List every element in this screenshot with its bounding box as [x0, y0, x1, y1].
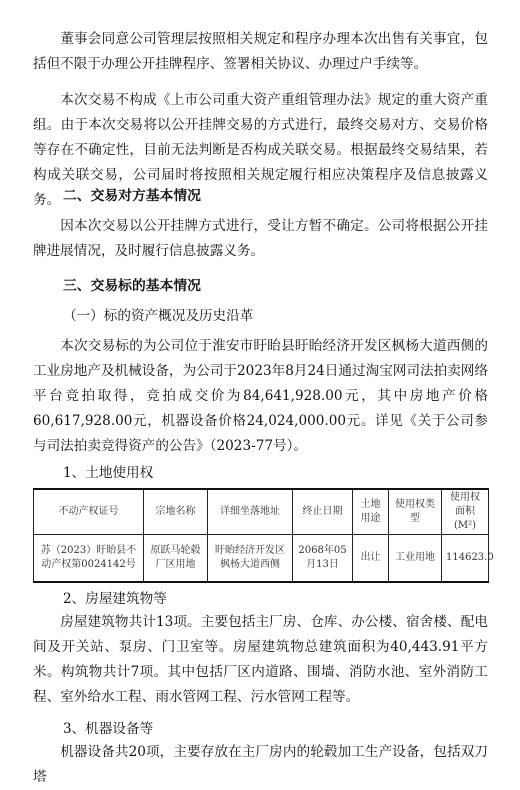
table-header-cell: 详细坐落地址: [208, 489, 293, 534]
subsection-heading-buildings: 2、房屋建筑物等: [63, 591, 167, 607]
table-header-cell: 不动产权证号: [34, 489, 144, 534]
land-use-table: [33, 488, 494, 583]
table-header-cell: 宗地名称: [144, 489, 208, 534]
subsection-heading-land: 1、土地使用权: [63, 465, 154, 481]
paragraph-counterparty: 因本次交易以公开挂牌方式进行，受让方暂不确定。公司将根据公开挂牌进展情况，及时履行信息披露义务。: [33, 218, 488, 259]
paragraph-transaction-nature: 本次交易不构成《上市公司重大资产重组管理办法》规定的重大资产重组。由于本次交易将以公开挂牌交易的方式进行，最终交易对方、交易价格等存在不确定性，目前无法判断是否构成关联交易。根据最终交易结果，若构成关联交易，公司届时将按照相关规定履行相应决策程序及信息披露义务。: [33, 92, 488, 208]
paragraph-machinery: 机器设备共20项，主要存放在主厂房内的轮毂加工生产设备，包括双刀塔: [33, 744, 488, 785]
paragraph-board-approval: 董事会同意公司管理层按照相关规定和程序办理本次出售有关事宜，包括但不限于办理公开挂牌程序、签署相关协议、办理过户手续等。: [33, 31, 488, 72]
table-cell-right-type: 工业用地: [389, 534, 442, 582]
section-heading-target: 三、交易标的基本情况: [63, 278, 201, 294]
table-cell-end-date: 2068年05月13日: [293, 534, 353, 582]
table-cell-parcel-name: 原跃马轮毂厂区用地: [144, 534, 208, 582]
table-header-cell: 使用权面积(M²): [442, 489, 489, 534]
table-cell-land-use: 出让: [353, 534, 389, 582]
table-cell-certificate-no: 苏（2023）盱眙县不动产权第0024142号: [34, 534, 144, 582]
table-header-row: [34, 489, 489, 534]
subsection-heading-overview: （一）标的资产概况及历史沿革: [63, 308, 254, 324]
table-cell-area: 114623.0: [442, 534, 489, 582]
paragraph-target-overview: 本次交易标的为公司位于淮安市盱眙县盱眙经济开发区枫杨大道西侧的工业房地产及机械设备，为公司于2023年8月24日通过淘宝网司法拍卖网络平台竞拍取得，竞拍成交价为84,641,928.00元，其中房地产价格60,617,928.00元，机器设备价格24,024,000.00元。详见《关于公司参与司法拍卖竞得资产的公告》（2023-77号）。: [33, 338, 488, 454]
table-header-cell: 土地用途: [353, 489, 389, 534]
table-header-cell: 使用权类型: [389, 489, 442, 534]
table-cell-address: 盱眙经济开发区枫杨大道西侧: [208, 534, 293, 582]
paragraph-buildings: 房屋建筑物共计13项。主要包括主厂房、仓库、办公楼、宿舍楼、配电间及开关站、泵房、门卫室等。房屋建筑物总建筑面积为40,443.91平方米。构筑物共计7项。其中包括厂区内道路、围墙、消防水池、室外消防工程、室外给水工程、雨水管网工程、污水管网工程等。: [33, 614, 488, 705]
section-heading-counterparty: 二、交易对方基本情况: [63, 188, 201, 204]
subsection-heading-machinery: 3、机器设备等: [63, 721, 154, 737]
table-row: [34, 534, 489, 582]
table-header-cell: 终止日期: [293, 489, 353, 534]
